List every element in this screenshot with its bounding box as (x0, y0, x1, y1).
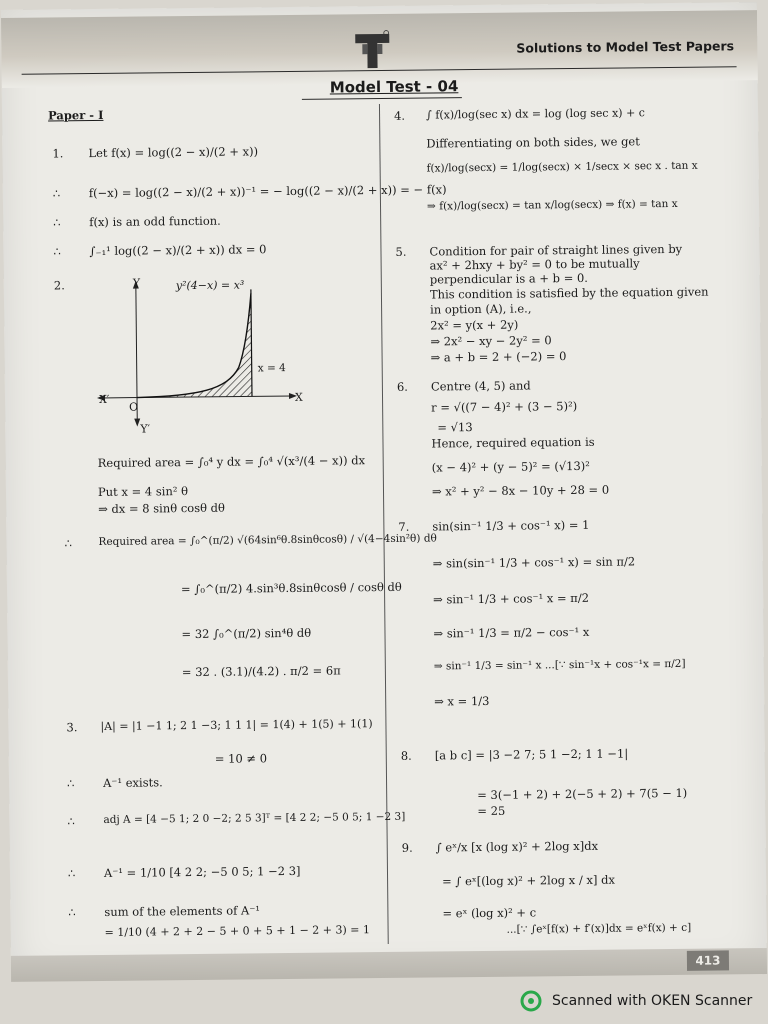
q2-area-4: = 32 ∫₀^(π/2) sin⁴θ dθ (181, 625, 312, 642)
q7-line-6: ⇒ x = 1/3 (434, 693, 490, 709)
q3-therefore-1: ∴ (66, 776, 75, 791)
graph-y-label: Y (132, 276, 141, 290)
q7-line-4: ⇒ sin⁻¹ 1/3 = π/2 − cos⁻¹ x (433, 624, 590, 641)
q7-line-2: ⇒ sin(sin⁻¹ 1/3 + cos⁻¹ x) = sin π/2 (432, 554, 636, 571)
q3-therefore-4: ∴ (68, 905, 76, 920)
q2-put: Put x = 4 sin² θ (97, 484, 189, 499)
q2-area-2: Required area = ∫₀^(π/2) √(64sin⁶θ.8sinθcosθ) / √(4−4sin²θ) dθ (98, 532, 437, 548)
q4-line-3: f(x)/log(secx) = 1/log(secx) × 1/secx × sec x . tan x (426, 159, 698, 175)
q9-line-2: = ∫ eˣ[(log x)² + 2log x / x] dx (442, 872, 615, 889)
q1-line-3: f(x) is an odd function. (89, 213, 221, 230)
q1-line-2: f(−x) = log((2 − x)/(2 + x))⁻¹ = − log((2 − x)/(2 + x)) = − f(x) (88, 182, 447, 201)
test-title: Model Test - 04 (329, 77, 459, 97)
q1-therefore-1: ∴ (52, 186, 61, 201)
q6-line-1: Centre (4, 5) and (430, 378, 531, 394)
oken-scanner-logo-icon (520, 990, 542, 1012)
q3-adj: adj A = [4 −5 1; 2 0 −2; 2 5 3]ᵀ = [4 2 2; −5 0 5; 1 −2 3] (103, 810, 406, 826)
q8-line-1: [a b c] = |3 −2 7; 5 1 −2; 1 1 −1| (434, 746, 629, 763)
q3-det: |A| = |1 −1 1; 2 1 −3; 1 1 1| = 1(4) + 1(5) + 1(1) (100, 717, 373, 733)
q3-sum-2: = 1/10 (4 + 2 + 2 − 5 + 0 + 5 + 1 − 2 + 3) = 1 (104, 923, 371, 939)
q2-area-1: Required area = ∫₀⁴ y dx = ∫₀⁴ √(x³/(4 − x)) dx (97, 453, 366, 470)
q7-number: 7. (398, 519, 410, 534)
q5-line-1: Condition for pair of straight lines given by (429, 241, 683, 259)
publisher-logo-icon (353, 30, 391, 70)
title-rule (302, 97, 462, 100)
page-number: 413 (687, 950, 729, 970)
q3-det-2: = 10 ≠ 0 (214, 751, 268, 766)
q5-line-5: in option (A), i.e., (430, 301, 532, 317)
q3-inverse: A⁻¹ = 1/10 [4 2 2; −5 0 5; 1 −2 3] (103, 863, 301, 880)
q2-number: 2. (53, 278, 65, 293)
q6-line-2: r = √((7 − 4)² + (3 − 5)²) (431, 398, 578, 415)
q1-number: 1. (52, 146, 64, 161)
q1-line-1: Let f(x) = log((2 − x)/(2 + x)) (88, 144, 259, 161)
q8-line-2: = 3(−1 + 2) + 2(−5 + 2) + 7(5 − 1) (477, 785, 688, 803)
q2-area-graph (88, 271, 320, 443)
q9-line-1: ∫ eˣ/x [x (log x)² + 2log x]dx (435, 838, 599, 855)
q2-area-3: = ∫₀^(π/2) 4.sin³θ.8sinθcosθ / cosθ dθ (180, 579, 402, 597)
q5-line-4: This condition is satisfied by the equation given (429, 284, 709, 302)
q5-line-3: perpendicular is a + b = 0. (429, 270, 588, 287)
q6-line-5: (x − 4)² + (y − 5)² = (√13)² (431, 458, 590, 475)
graph-y-neg-label: Y′ (140, 422, 151, 436)
footer-band (11, 948, 767, 982)
document-page (1, 2, 767, 980)
q7-line-3: ⇒ sin⁻¹ 1/3 + cos⁻¹ x = π/2 (433, 590, 590, 607)
q8-number: 8. (400, 748, 412, 763)
q2-area-5: = 32 . (3.1)/(4.2) . π/2 = 6π (181, 663, 341, 680)
q7-line-5: ⇒ sin⁻¹ 1/3 = sin⁻¹ x ...[∵ sin⁻¹x + cos⁻¹x = π/2] (433, 657, 686, 673)
q4-line-2: Differentiating on both sides, we get (426, 134, 640, 151)
q9-number: 9. (401, 840, 413, 855)
q3-number: 3. (66, 720, 78, 735)
graph-x-label: X (294, 390, 303, 404)
q5-number: 5. (395, 244, 407, 259)
q3-therefore-2: ∴ (67, 814, 75, 829)
q5-line-2: ax² + 2hxy + by² = 0 to be mutually (429, 256, 640, 273)
q6-line-4: Hence, required equation is (431, 434, 595, 451)
q1-therefore-3: ∴ (53, 244, 61, 259)
graph-x-neg-label: X′ (98, 392, 110, 406)
graph-origin-label: O (129, 400, 139, 414)
header-title: Solutions to Model Test Papers (516, 38, 735, 56)
paper-label: Paper - I (47, 107, 104, 123)
q5-line-8: ⇒ a + b = 2 + (−2) = 0 (430, 349, 567, 365)
q9-line-4: ...[∵ ∫eˣ[f(x) + f′(x)]dx = eˣf(x) + c] (506, 921, 692, 936)
q9-line-3: = eˣ (log x)² + c (442, 905, 537, 921)
q4-line-4: ⇒ f(x)/log(secx) = tan x/log(secx) ⇒ f(x) = tan x (426, 197, 678, 213)
q6-number: 6. (396, 379, 408, 394)
q6-line-6: ⇒ x² + y² − 8x − 10y + 28 = 0 (431, 482, 610, 499)
q3-therefore-3: ∴ (67, 866, 76, 881)
q6-line-3: = √13 (437, 420, 473, 435)
q4-number: 4. (393, 108, 406, 123)
q3-exists: A⁻¹ exists. (102, 775, 163, 790)
scanner-watermark: Scanned with OKEN Scanner (552, 993, 753, 1009)
q2-dx: ⇒ dx = 8 sinθ cosθ dθ (98, 500, 226, 516)
q1-line-4: ∫₋₁¹ log((2 − x)/(2 + x)) dx = 0 (89, 242, 267, 259)
q1-therefore-2: ∴ (53, 215, 61, 230)
graph-line-label: x = 4 (257, 362, 286, 375)
graph-curve-label: y²(4−x) = x³ (175, 278, 245, 293)
q7-line-1: sin(sin⁻¹ 1/3 + cos⁻¹ x) = 1 (432, 517, 590, 534)
q3-sum: sum of the elements of A⁻¹ (104, 903, 261, 919)
q4-line-1: ∫ f(x)/log(sec x) dx = log (log sec x) + c (425, 106, 645, 122)
q8-line-3: = 25 (477, 803, 506, 819)
q2-therefore: ∴ (64, 536, 72, 551)
q5-line-6: 2x² = y(x + 2y) (430, 317, 519, 333)
q5-line-7: ⇒ 2x² − xy − 2y² = 0 (430, 333, 552, 349)
